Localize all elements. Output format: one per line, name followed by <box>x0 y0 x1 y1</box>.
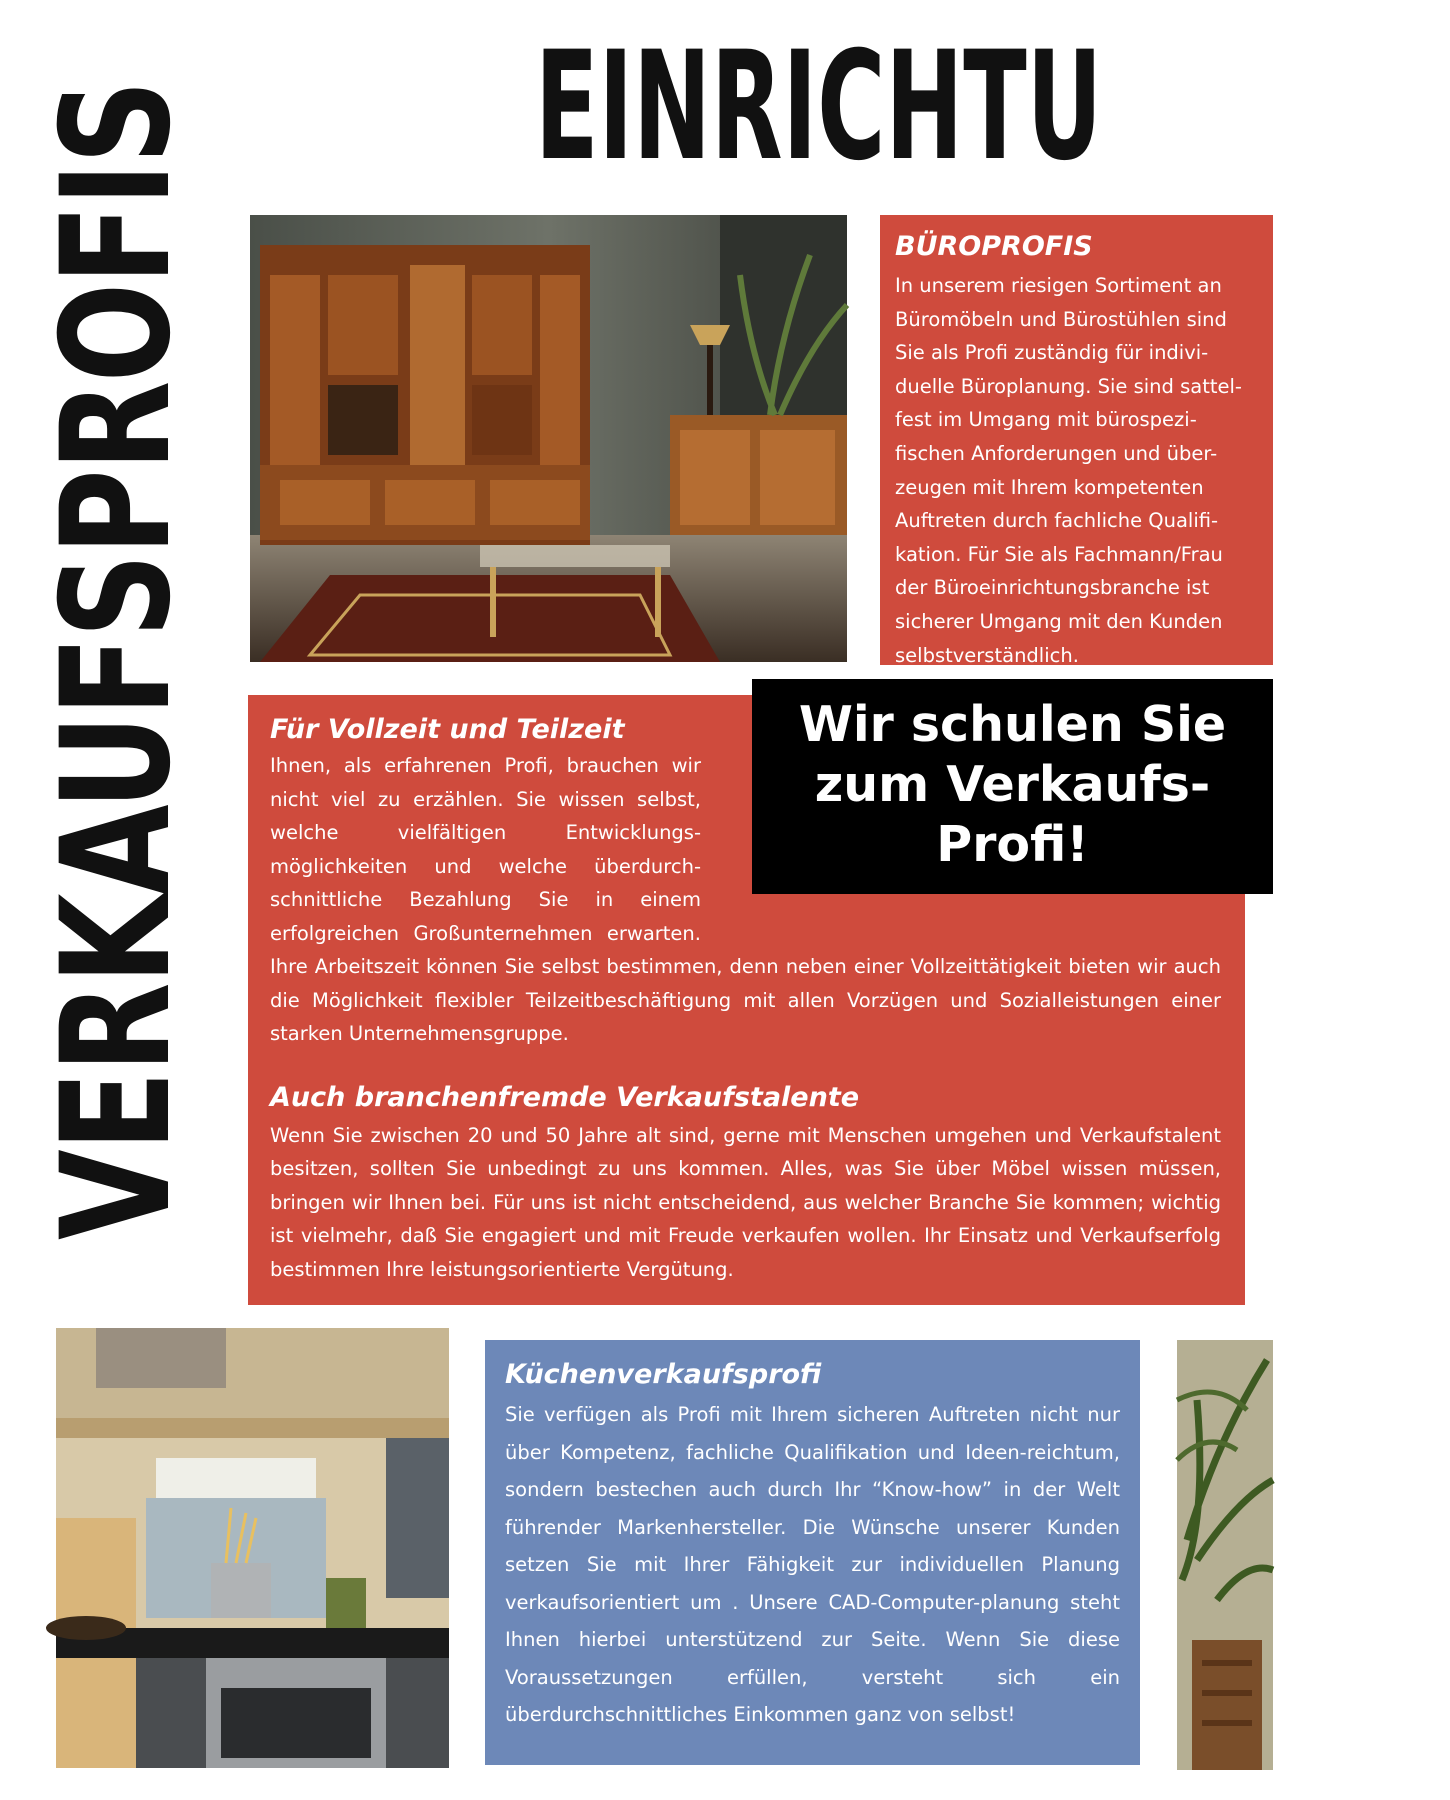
bueroprofis-line: zeugen mit Ihrem kompetenten <box>895 475 1204 499</box>
callout-line: zum Verkaufs- <box>814 756 1211 813</box>
bueroprofis-line: der Büroeinrichtungsbranche ist <box>895 576 1210 600</box>
photo-kitchen <box>56 1328 449 1768</box>
bueroprofis-line: Sie als Profi zuständig für indivi- <box>895 341 1209 365</box>
kuechen-text: Sie verfügen als Profi mit Ihrem sicheren Auftreten nicht nur über Kompetenz, fachliche Qualifikation und Ideen-reichtum, sondern bestechen auch durch Ihr “Know-how” in der Welt führender Markenhersteller. Die Wünsche unserer Kunden setzen Sie mit Ihrer Fähigkeit zur individuellen Planung verkaufsorientiert um . Unsere CAD-Computer-planung steht Ihnen hierbei unterstützend zur Seite. Wenn Sie diese Voraussetzungen erfüllen, versteht sich ein überdurchschnittliches Einkommen ganz von selbst! <box>505 1403 1120 1726</box>
bueroprofis-heading: BÜROPROFIS <box>895 231 1093 262</box>
bueroprofis-line: Auftreten durch fachliche Qualifi- <box>895 509 1219 533</box>
bueroprofis-line: sicherer Umgang mit den Kunden <box>895 609 1223 633</box>
bueroprofis-line: fest im Umgang mit bürospezi- <box>895 408 1197 432</box>
callout-line: Profi! <box>936 816 1089 873</box>
callout-box <box>752 679 1273 894</box>
vollzeit-text: Ihnen, als erfahrenen Profi, brauchen wir nicht viel zu erzählen. Sie wissen selbst, welche vielfältigen Entwicklungs-möglichkeiten und welche überdurch-schnittliche Bezahlung Sie in einem erfolgreichen Großunternehmen erwarten. Ihre Arbeitszeit können Sie selbst bestimmen, denn neben einer Vollzeittätigkeit bieten wir auch die Möglichkeit flexibler Teilzeitbeschäftigung mit allen Vorzügen und Sozialleistungen einer starken Unternehmensgruppe. <box>270 754 1221 1045</box>
kuechen-box <box>485 1340 1140 1765</box>
main-title: EINRICHTU <box>535 20 1103 194</box>
vollzeit-heading: Für Vollzeit und Teilzeit <box>270 714 625 745</box>
photo-living-room <box>250 215 847 662</box>
branchenfremde-heading: Auch branchenfremde Verkaufstalente <box>270 1081 860 1113</box>
bueroprofis-line: selbstverständlich. <box>895 643 1079 667</box>
branchenfremde-text: Wenn Sie zwischen 20 und 50 Jahre alt sind, gerne mit Menschen umgehen und Verkaufstalent besitzen, sollten Sie unbedingt zu uns kommen. Alles, was Sie über Möbel wissen müssen, bringen wir Ihnen bei. Für uns ist nicht entscheidend, aus welcher Branche Sie kommen; wichtig ist vielmehr, daß Sie engagiert und mit Freude verkaufen wollen. Ihr Einsatz und Verkaufserfolg bestimmen Ihre leistungsorientierte Vergütung. <box>270 1123 1221 1281</box>
bueroprofis-line: kation. Für Sie als Fachmann/Frau <box>895 542 1223 566</box>
callout-line: Wir schulen Sie <box>798 696 1227 753</box>
bueroprofis-line: fischen Anforderungen und über- <box>895 441 1218 465</box>
bueroprofis-line: duelle Büroplanung. Sie sind sattel- <box>895 374 1242 398</box>
vertical-title: VERKAUFSPROFIS <box>30 81 204 1240</box>
bueroprofis-box <box>880 215 1273 665</box>
kuechen-heading: Küchenverkaufsprofi <box>505 1359 822 1390</box>
bueroprofis-line: In unserem riesigen Sortiment an <box>895 274 1222 297</box>
photo-plant <box>1177 1340 1273 1770</box>
bueroprofis-line: Büromöbeln und Bürostühlen sind <box>895 307 1227 331</box>
